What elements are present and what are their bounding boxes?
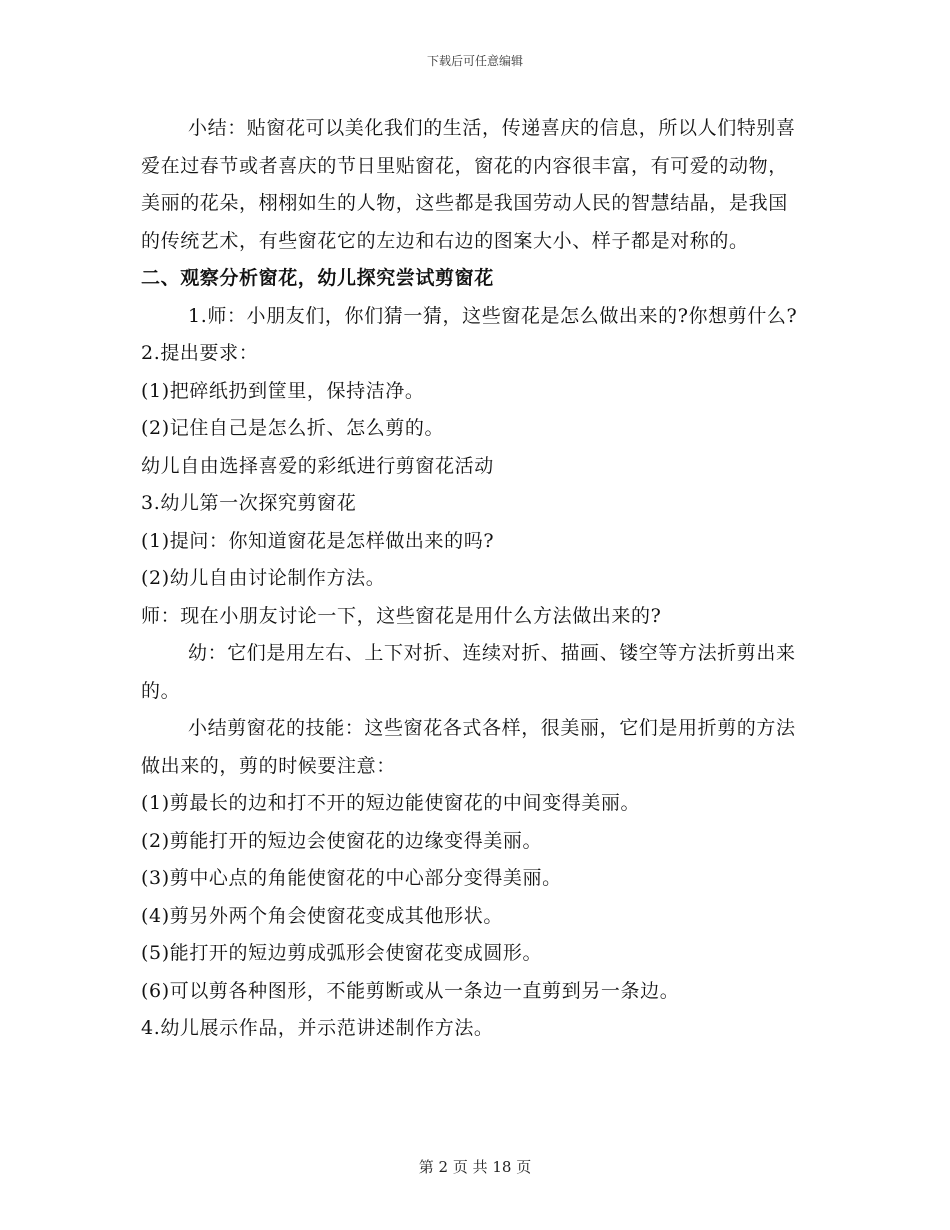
step-3-heading: 3.幼儿第一次探究剪窗花 xyxy=(141,492,357,514)
tip-item: (6)可以剪各种图形，不能剪断或从一条边一直剪到另一条边。 xyxy=(141,979,680,1002)
requirement-1: (1)把碎纸扔到筐里，保持洁净。 xyxy=(141,379,425,402)
section-heading: 二、观察分析窗花，幼儿探究尝试剪窗花 xyxy=(141,267,494,289)
question-1: (1)提问：你知道窗花是怎样做出来的吗? xyxy=(141,529,495,552)
tip-item: (3)剪中心点的角能使窗花的中心部分变得美丽。 xyxy=(141,867,562,889)
step-2-heading: 2.提出要求： xyxy=(141,342,259,364)
requirement-2: (2)记住自己是怎么折、怎么剪的。 xyxy=(141,417,445,439)
child-line: 幼：它们是用左右、上下对折、连续对折、描画、镂空等方法折剪出来的。 xyxy=(141,642,796,702)
summary-paragraph: 小结：贴窗花可以美化我们的生活，传递喜庆的信息，所以人们特别喜爱在过春节或者喜庆的节日里贴窗花，窗花的内容很丰富，有可爱的动物，美丽的花朵，栩栩如生的人物，这些都是我国劳动人民的智慧结晶，是我国的传统艺术，有些窗花它的左边和右边的图案大小、样子都是对称的。 xyxy=(141,117,796,252)
teacher-line: 师：现在小朋友讨论一下，这些窗花是用什么方法做出来的? xyxy=(141,604,662,627)
tip-item: (4)剪另外两个角会使窗花变成其他形状。 xyxy=(141,904,503,927)
free-choice-line: 幼儿自由选择喜爱的彩纸进行剪窗花活动 xyxy=(141,454,494,477)
step-1-paragraph: 1.师：小朋友们，你们猜一猜，这些窗花是怎么做出来的?你想剪什么? xyxy=(188,304,798,327)
question-2: (2)幼儿自由讨论制作方法。 xyxy=(141,567,386,589)
document-body xyxy=(141,110,803,1048)
tip-item: (2)剪能打开的短边会使窗花的边缘变得美丽。 xyxy=(141,829,543,852)
tip-item: (1)剪最长的边和打不开的短边能使窗花的中间变得美丽。 xyxy=(141,792,641,814)
skill-summary-paragraph: 小结剪窗花的技能：这些窗花各式各样，很美丽，它们是用折剪的方法做出来的，剪的时候要注意： xyxy=(141,717,796,777)
page-number-footer: 第 2 页 共 18 页 xyxy=(418,1158,532,1176)
step-4-line: 4.幼儿展示作品，并示范讲述制作方法。 xyxy=(141,1017,494,1039)
tip-item: (5)能打开的短边剪成弧形会使窗花变成圆形。 xyxy=(141,942,543,964)
page-header-note: 下载后可任意编辑 xyxy=(426,54,523,68)
